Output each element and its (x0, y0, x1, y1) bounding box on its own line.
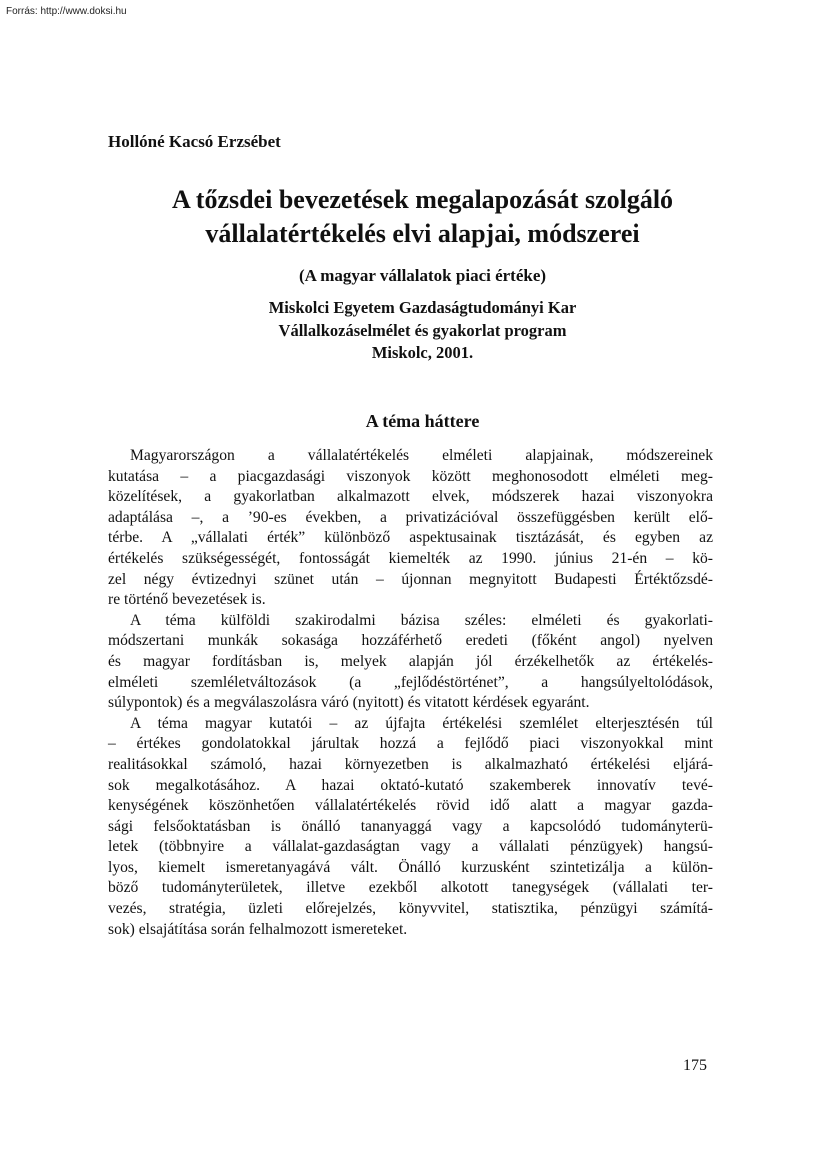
text-line: realitásokkal számoló, hazai környezetben is alkalmazható értékelési eljárá- (108, 755, 713, 773)
title-line-2: vállalatértékelés elvi alapjai, módszerei (205, 219, 640, 248)
text-line: re történő bevezetések is. (108, 591, 266, 609)
text-line: A téma magyar kutatói – az újfajta értékelési szemlélet elterjesztésén túl (130, 714, 713, 732)
affiliation-line-3: Miskolc, 2001. (371, 343, 474, 362)
text-line: sok) elsajátítása során felhalmozott ismereteket. (108, 920, 408, 938)
affiliation-line-2: Vállalkozáselmélet és gyakorlat program (278, 320, 567, 340)
page-number: 175 (683, 1057, 707, 1074)
text-line: vezés, stratégia, üzleti előrejelzés, könyvvitel, statisztika, pénzügyi számítá- (108, 900, 713, 918)
text-line: módszertani munkák sokasága hozzáférhető eredeti (főként angol) nyelven (108, 632, 713, 650)
affiliation (100, 297, 745, 365)
subtitle: (A magyar vállalatok piaci értéke) (298, 266, 547, 285)
text-line: elméleti szemléletváltozások (a „fejlődéstörténet”, a hangsúlyeltolódások, (108, 673, 713, 691)
text-line: letek (többnyire a vállalat-gazdaságtan vagy a vállalati pénzügyek) hangsú- (108, 838, 713, 856)
author-name: Hollóné Kacsó Erzsébet (108, 132, 281, 151)
text-line: súlypontok) és a megválaszolásra váró (nyitott) és vitatott kérdések egyaránt. (108, 694, 590, 712)
text-line: – értékes gondolatokkal járultak hozzá a fejlődő piaci viszonyokkal mint (108, 735, 713, 753)
text-line: adaptálása –, a ’90-es években, a privatizációval összefüggésben került elő- (108, 508, 713, 526)
text-line: közelítések, a gyakorlatban alkalmazott elvek, módszerek hazai viszonyokra (108, 488, 713, 506)
text-line: értékelés szükségességét, fontosságát kiemelték az 1990. június 21-én – kö- (108, 549, 713, 567)
text-line: sági felsőoktatásban is önálló tananyaggá vagy a kapcsolódó tudományterü- (108, 817, 713, 835)
affiliation-line-1: Miskolci Egyetem Gazdaságtudományi Kar (268, 298, 577, 317)
section-heading: A téma háttere (365, 411, 480, 431)
text-line: és magyar fordításban is, melyek alapján jól érzékelhetők az értékelés- (108, 652, 713, 670)
text-line: zel négy évtizednyi szünet után – újonnan megnyitott Budapesti Értéktőzsdé- (108, 570, 713, 588)
text-line: kenységének köszönhetően vállalatértékelés rövid idő alatt a magyar gazda- (108, 797, 713, 815)
body-text (108, 446, 713, 940)
text-line: kutatása – a piacgazdasági viszonyok között meghonosodott elméleti meg- (108, 467, 713, 485)
source-line: Forrás: http://www.doksi.hu (6, 6, 127, 17)
title-line-1: A tőzsdei bevezetések megalapozását szolgáló (171, 185, 674, 214)
text-line: lyos, kiemelt ismeretanyagává vált. Önálló kurzusként szintetizálja a külön- (108, 858, 713, 876)
text-line: böző tudományterületek, illetve ezekből alkotott tanegységek (vállalati ter- (108, 879, 713, 897)
title-block (100, 183, 745, 365)
text-line: sok megalkotásához. A hazai oktató-kutató szakemberek innovatív tevé- (108, 776, 713, 794)
text-line: térbe. A „vállalati érték” különböző aspektusainak tisztázását, és egyben az (108, 529, 713, 547)
text-line: Magyarországon a vállalatértékelés elméleti alapjainak, módszereinek (130, 447, 713, 464)
text-line: A téma külföldi szakirodalmi bázisa széles: elméleti és gyakorlati- (130, 611, 713, 629)
